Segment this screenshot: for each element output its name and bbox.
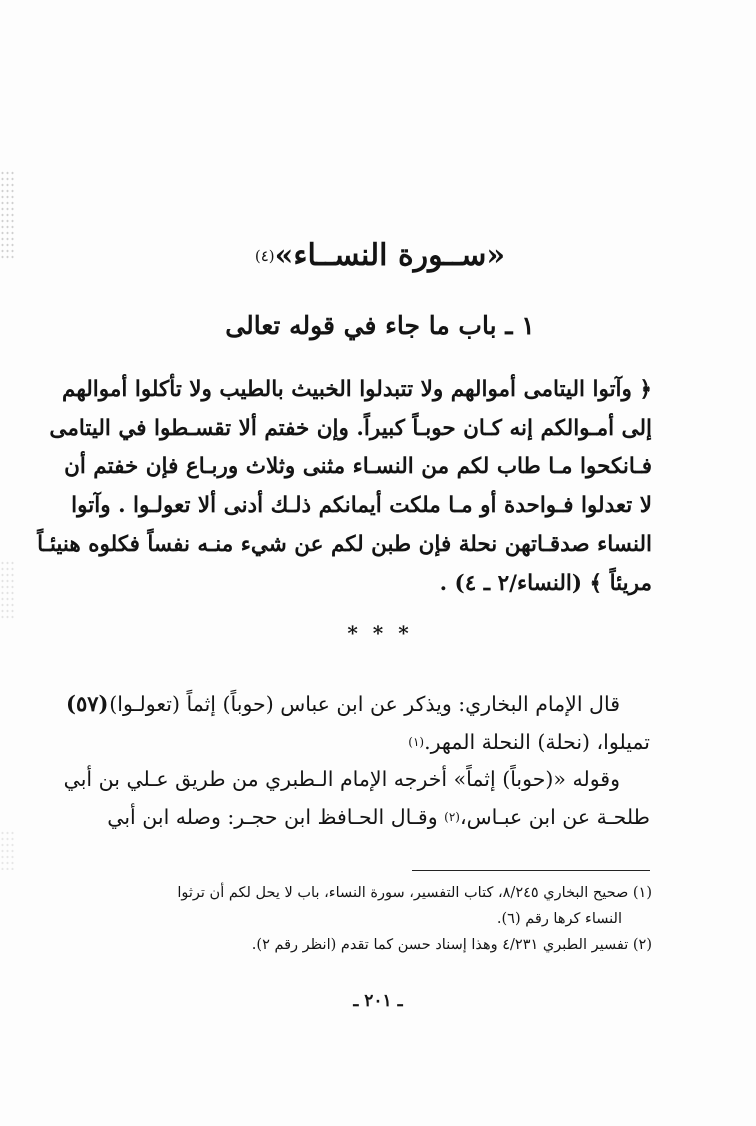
- paragraph-line: قال الإمام البخاري: ويذكر عن ابن عباس (حوباً) إثماً (تعولـوا): [109, 692, 620, 716]
- verse-line: إلى أمـوالكم إنه كـان حوبـاً كبيراً. وإن خفتم ألا تقسـطوا في اليتامى: [49, 415, 652, 441]
- paragraph-line: وقوله «(حوباً) إثماً» أخرجه الإمام الـطبري من طريق عـلي بن أبي: [63, 767, 620, 791]
- quran-verse-block: [37, 371, 652, 603]
- scan-edge-speckle: [0, 560, 14, 620]
- paragraph-text: وقـال الحـافظ ابن حجـر: وصله ابن أبي: [107, 805, 438, 829]
- paragraph-text: طلحـة عن ابن عبـاس،: [459, 805, 650, 829]
- footnote-item: [112, 932, 652, 958]
- chapter-heading: ١ ـ باب ما جاء في قوله تعالى: [225, 311, 535, 340]
- verse-line: فـانكحوا مـا طاب لكم من النسـاء مثنى وثلاث وربـاع فإن خفتم أن: [64, 454, 652, 480]
- footnote-ref: (١): [408, 735, 425, 749]
- paragraph-tabari: [63, 760, 650, 836]
- footnote-divider: [412, 870, 650, 871]
- verse-line: النساء صدقـاتهن نحلة فإن طبن لكم عن شيء منـه نفساً فكلوه هنيئـاً: [37, 531, 652, 557]
- surah-title-text: «ســورة النســاء»: [274, 238, 506, 273]
- paragraph-line: [140, 723, 650, 761]
- paragraph-line: [107, 798, 650, 836]
- scan-edge-speckle: [0, 170, 14, 260]
- verse-line: مريئاً ﴾ (النساء/٢ ـ ٤) .: [439, 570, 652, 596]
- surah-title-footnote-ref: (٤): [254, 247, 275, 265]
- footnote-line: (١) صحيح البخاري ٨/٢٤٥، كتاب التفسير، سورة النساء، باب لا يحل لكم أن ترثوا: [177, 885, 652, 901]
- footnote-ref: (٢): [444, 810, 460, 824]
- footnote-line: النساء كرها رقم (٦).: [496, 911, 622, 927]
- footnote-line: (٢) تفسير الطبري ٤/٢٣١ وهذا إسناد حسن كما تقدم (انظر رقم ٢).: [251, 937, 652, 953]
- scan-edge-speckle: [0, 830, 14, 870]
- page-number: ـ ٢٠١ ـ: [353, 991, 403, 1011]
- footnote-item: [112, 880, 652, 932]
- footnotes: [112, 880, 652, 958]
- surah-title: [240, 236, 520, 276]
- hadith-number: (٥٧): [66, 691, 109, 716]
- verse-line: ﴿ وآتوا اليتامى أموالهم ولا تتبدلوا الخبيث بالطيب ولا تأكلوا أموالهم: [62, 377, 652, 402]
- section-separator: * * *: [347, 621, 413, 645]
- verse-line: لا تعدلوا فـواحدة أو مـا ملكت أيمانكم ذلـك أدنى ألا تعولـوا . وآتوا: [71, 493, 652, 519]
- paragraph-text: تميلوا، (نحلة) النحلة المهر.: [424, 730, 650, 754]
- paragraph-bukhari: [109, 685, 650, 761]
